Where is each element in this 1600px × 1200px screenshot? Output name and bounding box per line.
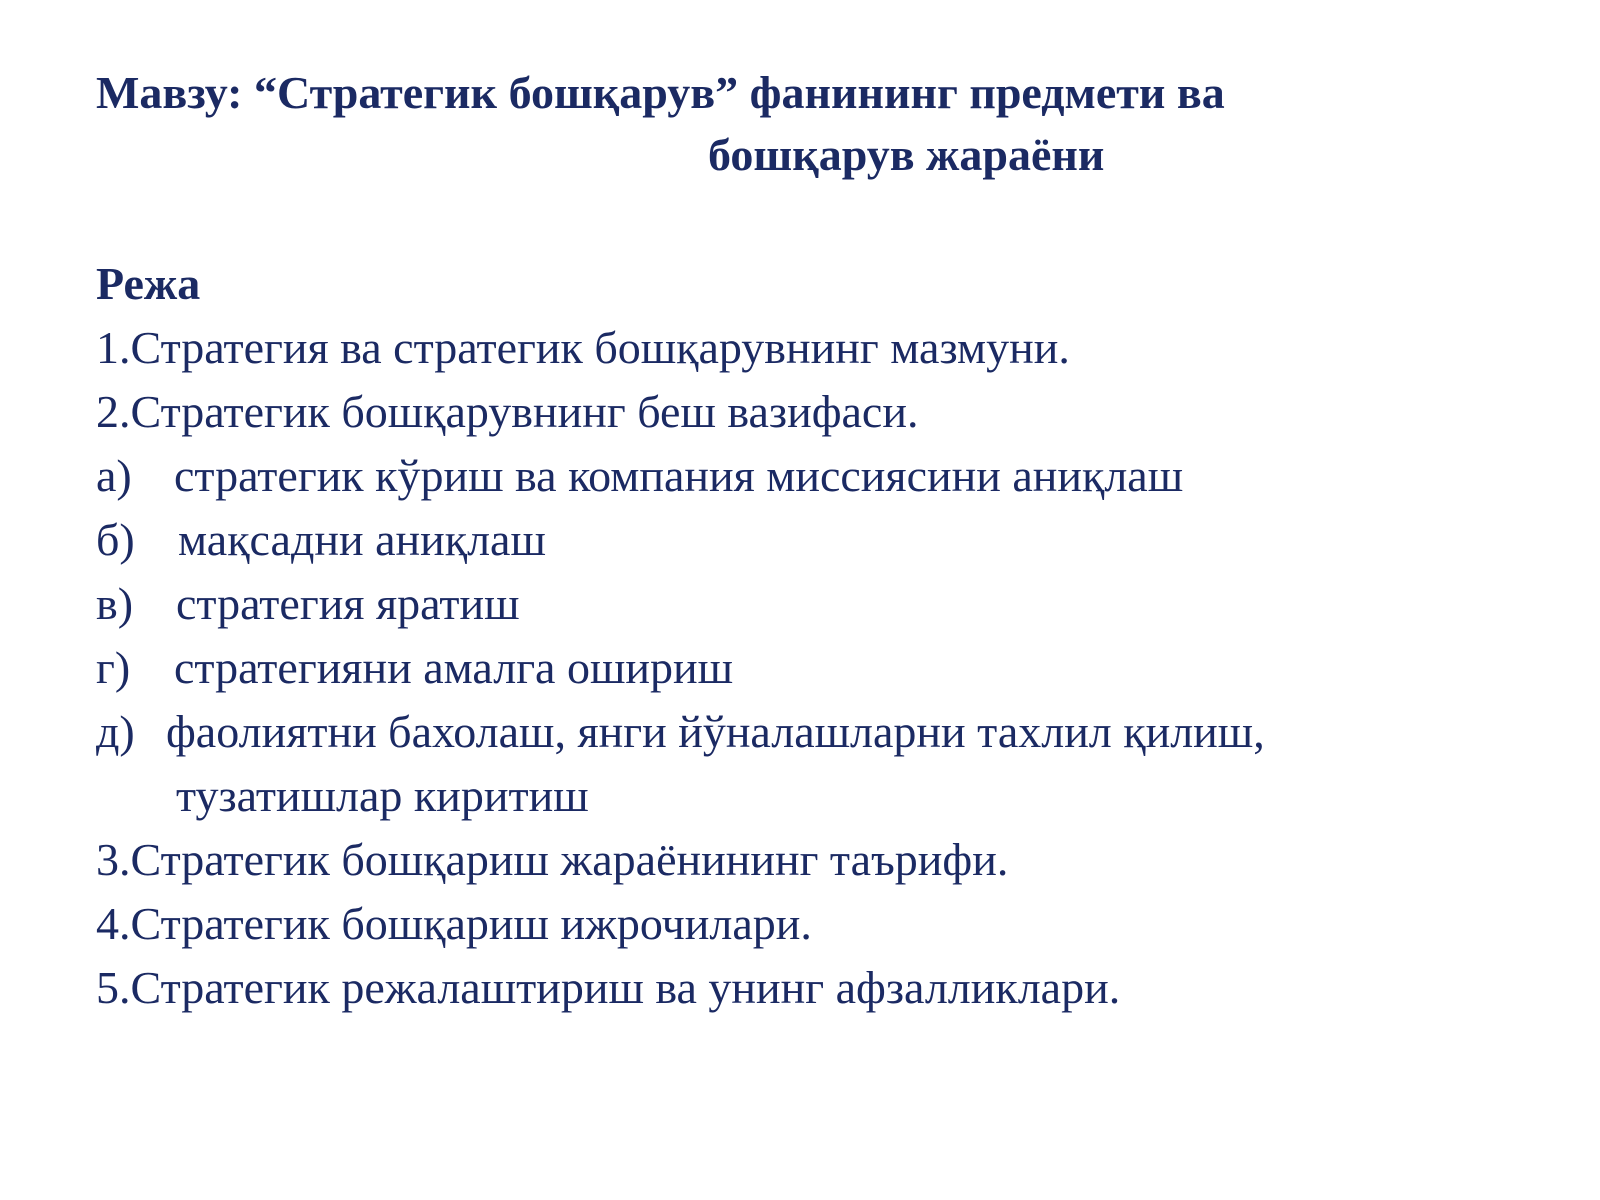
plan-heading: Режа — [96, 258, 201, 309]
plan-sub-item-v — [96, 572, 1556, 636]
plan-item-4: 4.Стратегик бошқариш ижрочилари. — [96, 898, 812, 949]
plan-item-2: 2.Стратегик бошқарувнинг беш вазифаси. — [96, 386, 919, 437]
sub-item-marker: г) — [96, 642, 131, 693]
plan-section — [96, 252, 1556, 1020]
plan-sub-item-g — [96, 636, 1556, 700]
plan-sub-item-d — [96, 700, 1556, 764]
sub-item-text: мақсадни аниқлаш — [178, 514, 546, 565]
sub-item-marker: в) — [96, 578, 134, 629]
plan-sub-item-a — [96, 444, 1556, 508]
sub-item-marker: б) — [96, 514, 135, 565]
sub-item-text: стратегик кўриш ва компания миссиясини аниқлаш — [174, 450, 1184, 501]
plan-item-1: 1.Стратегия ва стратегик бошқарувнинг мазмуни. — [96, 322, 1070, 373]
sub-item-marker: д) — [96, 706, 135, 757]
sub-item-marker: а) — [96, 450, 132, 501]
sub-item-text: стратегия яратиш — [176, 578, 520, 629]
title-line-2: бошқарув жараёни — [708, 129, 1105, 180]
title-line-1: Мавзу: “Стратегик бошқарув” фанининг предмети ва — [96, 67, 1225, 118]
plan-sub-item-b — [96, 508, 1556, 572]
slide-title — [96, 62, 1556, 186]
sub-item-text: стратегияни амалга ошириш — [174, 642, 734, 693]
plan-item-5: 5.Стратегик режалаштириш ва унинг афзалликлари. — [96, 962, 1121, 1013]
plan-item-3: 3.Стратегик бошқариш жараёнининг таърифи. — [96, 834, 1009, 885]
plan-sub-item-d-continuation: тузатишлар киритиш — [176, 770, 589, 821]
sub-item-text: фаолиятни бахолаш, янги йўналашларни тахлил қилиш, — [166, 706, 1265, 757]
